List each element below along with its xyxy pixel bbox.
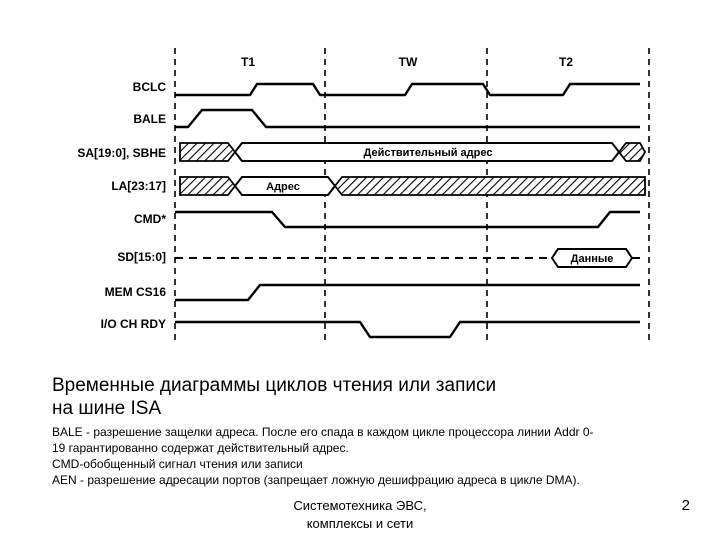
- footer-line: Системотехника ЭВС,: [293, 498, 427, 513]
- caption-line: 19 гарантированно содержат действительный адрес.: [52, 441, 349, 455]
- signal-label-memcs16: MEM CS16: [104, 285, 166, 299]
- la-label: Адрес: [266, 181, 300, 193]
- la-invalid-start: [180, 177, 235, 195]
- sa-invalid-start: [180, 143, 235, 161]
- period-label-tw: TW: [398, 55, 418, 69]
- caption-title-line: на шине ISA: [52, 398, 162, 419]
- footer-course-title: [260, 497, 460, 533]
- caption-line: AEN - разрешение адресации портов (запрещает ложную дешифрацию адреса в цикле DMA).: [52, 473, 580, 487]
- waveform-sa: [180, 143, 645, 161]
- waveform-memcs16: [175, 285, 640, 300]
- signal-label-bclc: BCLC: [132, 80, 166, 94]
- signal-label-bale: BALE: [133, 112, 166, 126]
- la-invalid-end: [335, 177, 645, 195]
- caption-title-line: Временные диаграммы циклов чтения или записи: [52, 375, 497, 396]
- footer-line: комплексы и сети: [306, 516, 414, 531]
- waveform-bale: [175, 110, 640, 127]
- caption-text: [52, 424, 692, 488]
- waveform-la: [180, 177, 645, 195]
- caption-title: [52, 374, 692, 420]
- signal-label-sa: SA[19:0], SBHE: [77, 146, 166, 160]
- signal-label-la: LA[23:17]: [111, 179, 166, 193]
- sd-label: Данные: [570, 253, 614, 265]
- caption-line: BALE - разрешение защелки адреса. После его спада в каждом цикле процессора линии Addr 0-: [52, 425, 594, 439]
- waveform-cmd: [175, 212, 640, 227]
- caption-line: CMD-обобщенный сигнал чтения или записи: [52, 457, 303, 471]
- waveform-iochrdy: [175, 322, 640, 337]
- period-label-t2: T2: [558, 55, 574, 69]
- period-label-t1: T1: [240, 55, 256, 69]
- waveform-bclc: [175, 84, 640, 95]
- sa-label: Действительный адрес: [363, 147, 493, 159]
- signal-label-cmd: CMD*: [134, 212, 166, 226]
- waveform-sd-data: [552, 249, 632, 267]
- sa-invalid-end: [619, 143, 645, 161]
- page-number: 2: [681, 497, 690, 514]
- signal-label-iochrdy: I/O CH RDY: [100, 317, 166, 331]
- signal-label-sd: SD[15:0]: [117, 250, 166, 264]
